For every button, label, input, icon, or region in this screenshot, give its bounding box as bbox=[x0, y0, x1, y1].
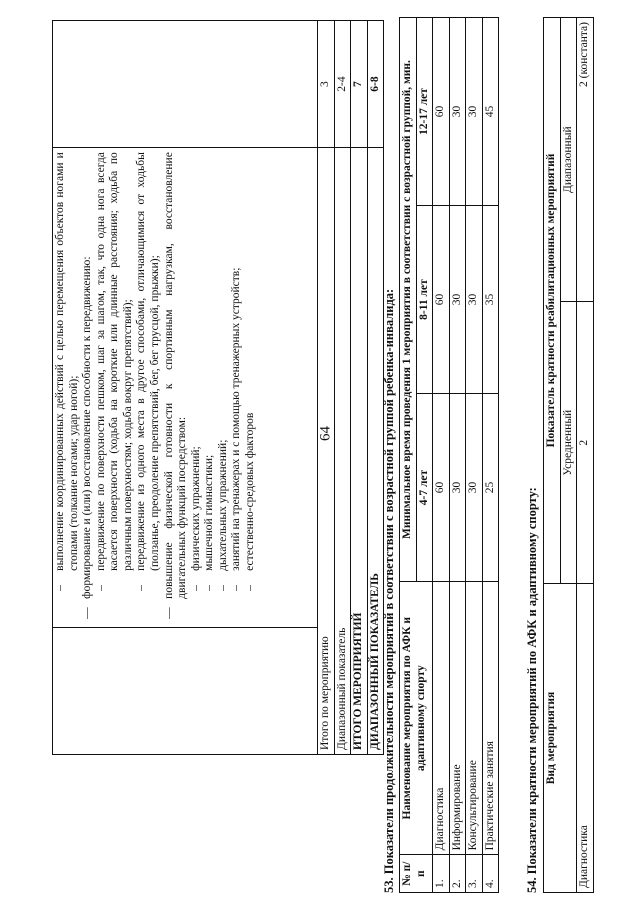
list-item-text: физических упражнений; bbox=[189, 446, 202, 571]
dash-marker: – bbox=[189, 585, 202, 591]
empty-right-cell bbox=[53, 21, 318, 148]
list-item-text: формирование и (или) восстановление способности к передвижению: bbox=[81, 256, 94, 599]
duration-value: 45 bbox=[482, 18, 499, 206]
list-item bbox=[244, 152, 258, 595]
duration-value: 60 bbox=[433, 206, 450, 394]
duration-value: 30 bbox=[449, 18, 466, 206]
table-row bbox=[433, 18, 450, 893]
dash-marker: – bbox=[54, 585, 66, 591]
duration-rows bbox=[433, 18, 499, 893]
average-value: 2 bbox=[577, 302, 594, 584]
list-item-text: естественно-средовых факторов bbox=[243, 412, 256, 571]
column-header-kind: Вид мероприятия bbox=[544, 584, 577, 893]
table-row bbox=[466, 18, 483, 893]
table-row bbox=[318, 21, 335, 755]
list-item bbox=[81, 152, 95, 623]
activities-list-cell bbox=[53, 148, 318, 628]
row-number: 3. bbox=[466, 855, 483, 893]
dash-marker: — bbox=[162, 607, 175, 619]
list-item-text: повышение физической готовности к спортивным нагрузкам, восстановление двигательных функций посредством: bbox=[162, 152, 189, 599]
dash-marker: – bbox=[216, 585, 229, 591]
duration-value: 30 bbox=[466, 394, 483, 582]
list-item bbox=[95, 152, 136, 595]
column-header-indicator: Показатель кратности реабилитационных мероприятий bbox=[544, 18, 561, 584]
activities-list bbox=[54, 152, 257, 623]
total-label: Итого по мероприятию bbox=[318, 148, 335, 755]
table-row bbox=[449, 18, 466, 893]
column-header-name: Наименование мероприятия по АФК и адаптивному спорту bbox=[400, 582, 433, 855]
duration-value: 35 bbox=[482, 206, 499, 394]
dash-marker: — bbox=[81, 607, 94, 619]
duration-value: 30 bbox=[466, 206, 483, 394]
activities-table-continuation bbox=[52, 20, 384, 755]
table-row bbox=[577, 18, 594, 893]
frequency-table bbox=[543, 17, 594, 893]
list-item bbox=[54, 152, 81, 595]
list-item bbox=[217, 152, 231, 595]
table-row bbox=[53, 21, 318, 755]
row-number: 1. bbox=[433, 855, 450, 893]
activity-name: Консультирование bbox=[466, 582, 483, 855]
section-54-heading: 54. Показатели кратности мероприятий по АФК и адаптивному спорту: bbox=[525, 487, 539, 893]
list-item bbox=[190, 152, 204, 595]
list-item-text: занятий на тренажерах и с помощью тренажерных устройств; bbox=[230, 267, 243, 571]
activity-name: Практические занятия bbox=[482, 582, 499, 855]
page-number: 64 bbox=[317, 426, 334, 441]
dash-marker: – bbox=[243, 585, 256, 591]
total-label: ДИАПАЗОННЫЙ ПОКАЗАТЕЛЬ bbox=[367, 148, 384, 755]
duration-table bbox=[399, 17, 499, 893]
age-group-header: 4-7 лет bbox=[416, 394, 433, 582]
row-number: 2. bbox=[449, 855, 466, 893]
range-value: 2 (константа) bbox=[577, 18, 594, 302]
dash-marker: – bbox=[203, 585, 216, 591]
total-label: Диапазонный показатель bbox=[334, 148, 351, 755]
list-item-text: дыхательных упражнений; bbox=[216, 439, 229, 571]
activity-name: Информирование bbox=[449, 582, 466, 855]
list-item-text: мышечной гимнастики; bbox=[203, 454, 216, 571]
duration-value: 30 bbox=[449, 394, 466, 582]
list-item bbox=[230, 152, 244, 595]
activity-name: Диагностика bbox=[433, 582, 450, 855]
total-value: 2-4 bbox=[334, 21, 351, 148]
frequency-rows bbox=[577, 18, 594, 893]
column-header-range: Диапазонный bbox=[560, 18, 577, 302]
duration-value: 60 bbox=[433, 394, 450, 582]
age-group-header: 12-17 лет bbox=[416, 18, 433, 206]
total-value: 3 bbox=[318, 21, 335, 148]
duration-value: 30 bbox=[466, 18, 483, 206]
table-row bbox=[351, 21, 368, 755]
table-header-row bbox=[544, 18, 561, 893]
list-item bbox=[203, 152, 217, 595]
table-row bbox=[334, 21, 351, 755]
column-header-num: № п/п bbox=[400, 855, 433, 893]
empty-left-cell bbox=[53, 627, 318, 754]
list-item bbox=[163, 152, 190, 623]
age-group-header: 8-11 лет bbox=[416, 206, 433, 394]
list-item bbox=[135, 152, 162, 595]
duration-value: 30 bbox=[449, 206, 466, 394]
total-label: ИТОГО МЕРОПРИЯТИЙ bbox=[351, 148, 368, 755]
column-header-avg: Усредненный bbox=[560, 302, 577, 584]
list-item-text: передвижение из одного места в другое способами, отличающимися от ходьбы (ползанье, преодоление препятствий, бег, бег трусцой, прыжки); bbox=[135, 152, 161, 571]
duration-value: 60 bbox=[433, 18, 450, 206]
dash-marker: – bbox=[94, 585, 107, 591]
table-header-row bbox=[400, 18, 417, 893]
column-header-time: Минимальное время проведения 1 мероприятия в соответствии с возрастной группой, мин. bbox=[400, 18, 417, 582]
row-number: 4. bbox=[482, 855, 499, 893]
activity-kind: Диагностика bbox=[577, 584, 594, 893]
dash-marker: – bbox=[230, 585, 243, 591]
duration-value: 25 bbox=[482, 394, 499, 582]
dash-marker: – bbox=[135, 585, 148, 591]
total-value: 6-8 bbox=[367, 21, 384, 148]
list-item-text: передвижение по поверхности пешком, шаг за шагом, так, что одна нога всегда касается поверхности (ходьба на короткие или длинные расстояния; ходьба по различным поверхностям; ходьба вокруг препятствий); bbox=[94, 152, 134, 571]
totals-rows bbox=[318, 21, 384, 755]
total-value: 7 bbox=[351, 21, 368, 148]
list-item-text: выполнение координированных действий с целью перемещения объектов ногами и стопами (толкание ногами; удар ногой); bbox=[54, 152, 80, 571]
section-53-heading: 53. Показатели продолжительности мероприятий в соответствии с возрастной группой ребенка-инвалида: bbox=[382, 288, 396, 893]
table-row bbox=[482, 18, 499, 893]
